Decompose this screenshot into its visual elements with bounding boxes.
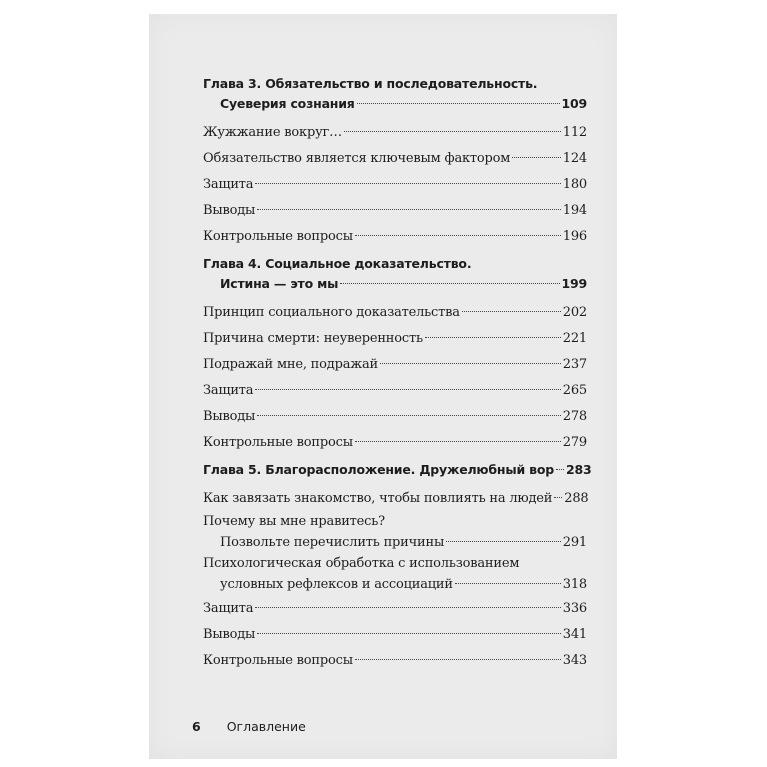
toc-entry: Подражай мне, подражай 237 — [203, 352, 587, 378]
dot-leader — [425, 337, 561, 338]
dot-leader — [556, 469, 564, 470]
page-ref: 196 — [562, 229, 587, 244]
toc-entry: Выводы 278 — [203, 404, 587, 430]
running-title: Оглавление — [226, 719, 306, 734]
dot-leader — [255, 183, 560, 184]
page-ref: 336 — [562, 601, 587, 616]
page-number: 6 — [192, 719, 201, 734]
dot-leader — [462, 311, 561, 312]
toc-entry: Выводы 341 — [203, 622, 587, 648]
page-ref: 237 — [562, 357, 587, 372]
dot-leader — [355, 235, 561, 236]
page-ref: 180 — [562, 177, 587, 192]
dot-leader — [357, 103, 560, 104]
chapter-title: Истина — это мы — [220, 276, 339, 291]
page-ref: 279 — [562, 435, 587, 450]
dot-leader — [355, 659, 561, 660]
dot-leader — [554, 497, 562, 498]
page-ref: 318 — [562, 577, 587, 592]
toc-entry: Контрольные вопросы 343 — [203, 648, 587, 674]
toc-entry: Почему вы мне нравитесь? Позвольте перечислить причины 291 — [203, 512, 587, 554]
chapter-4-heading — [203, 254, 587, 294]
page-ref: 199 — [561, 276, 587, 291]
dot-leader — [455, 583, 561, 584]
toc-entry: Обязательство является ключевым фактором 124 — [203, 146, 587, 172]
page-ref: 194 — [562, 203, 587, 218]
dot-leader — [380, 363, 561, 364]
page-ref: 221 — [562, 331, 587, 346]
chapter-5-heading — [203, 460, 592, 480]
toc-entry: Защита 265 — [203, 378, 587, 404]
toc-entry: Защита 180 — [203, 172, 587, 198]
page-footer — [192, 719, 306, 734]
page-ref: 343 — [562, 653, 587, 668]
toc-entry: Как завязать знакомство, чтобы повлиять на людей 288 — [203, 486, 587, 512]
toc-entry: Причина смерти: неуверенность 221 — [203, 326, 587, 352]
dot-leader — [255, 389, 560, 390]
dot-leader — [257, 633, 561, 634]
page-ref: 265 — [562, 383, 587, 398]
dot-leader — [344, 131, 561, 132]
chapter-title: Суеверия сознания — [220, 96, 355, 111]
dot-leader — [512, 157, 561, 158]
chapter-3-heading — [203, 74, 587, 114]
page-ref: 283 — [566, 462, 592, 477]
page-ref: 112 — [562, 125, 587, 140]
toc-entry: Контрольные вопросы 196 — [203, 224, 587, 250]
dot-leader — [257, 209, 561, 210]
dot-leader — [255, 607, 560, 608]
dot-leader — [355, 441, 561, 442]
toc-entry: Выводы 194 — [203, 198, 587, 224]
dot-leader — [257, 415, 561, 416]
dot-leader — [446, 541, 561, 542]
toc-entry: Принцип социального доказательства 202 — [203, 300, 587, 326]
table-of-contents — [203, 74, 592, 674]
toc-entry: Жужжание вокруг… 112 — [203, 120, 587, 146]
chapter-title: Глава 4. Социальное доказательство. — [203, 256, 472, 271]
page-ref: 291 — [562, 535, 587, 550]
page-ref: 109 — [561, 96, 587, 111]
chapter-title: Глава 3. Обязательство и последовательность. — [203, 76, 538, 91]
toc-entry: Психологическая обработка с использованием условных рефлексов и ассоциаций 318 — [203, 554, 587, 596]
page-ref: 341 — [562, 627, 587, 642]
page-ref: 202 — [562, 305, 587, 320]
page-ref: 278 — [562, 409, 587, 424]
toc-entry: Защита 336 — [203, 596, 587, 622]
page-ref: 288 — [564, 491, 589, 506]
dot-leader — [340, 283, 559, 284]
chapter-title: Глава 5. Благорасположение. Дружелюбный вор — [203, 462, 555, 477]
page-ref: 124 — [562, 151, 587, 166]
toc-entry: Контрольные вопросы 279 — [203, 430, 587, 456]
